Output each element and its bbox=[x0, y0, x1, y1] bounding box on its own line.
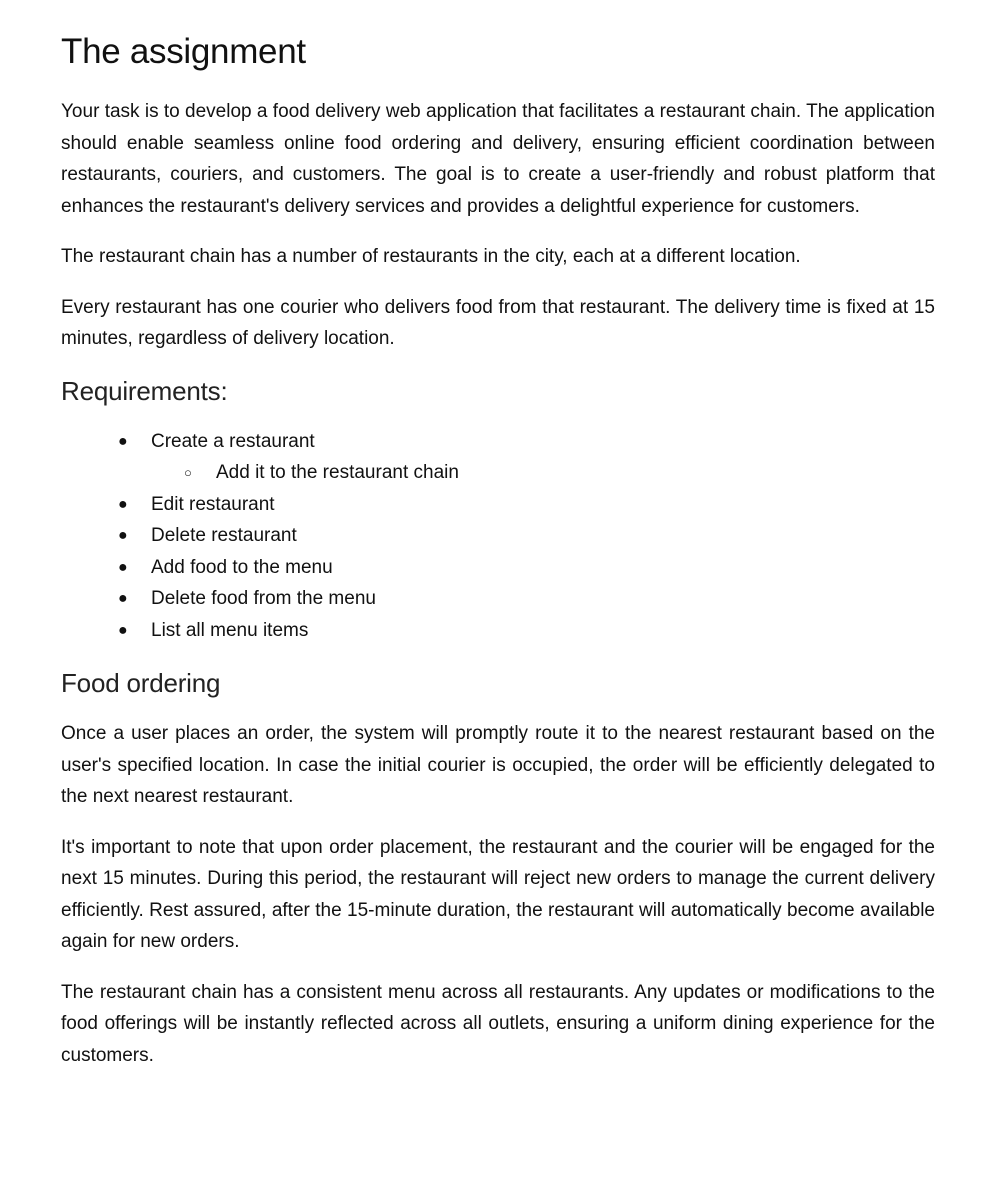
bullet-icon: ● bbox=[118, 495, 128, 513]
bullet-icon: ● bbox=[118, 621, 128, 639]
list-item bbox=[61, 615, 935, 647]
bullet-icon: ● bbox=[118, 527, 128, 544]
intro-paragraph: Every restaurant has one courier who delivers food from that restaurant. The delivery time is fixed at 15 minutes, regardless of delivery location. bbox=[61, 296, 935, 349]
list-item-text: Create a restaurant bbox=[151, 430, 315, 452]
food-ordering-paragraph: The restaurant chain has a consistent menu across all restaurants. Any updates or modifications to the food offerings will be instantly reflected across all outlets, ensuring a uniform dining experience for the customers. bbox=[61, 981, 935, 1066]
list-item bbox=[61, 583, 935, 615]
hollow-bullet-icon: ○ bbox=[184, 465, 192, 480]
food-ordering-paragraph: Once a user places an order, the system will promptly route it to the nearest restaurant based on the user's specified location. In case the initial courier is occupied, the order will be efficiently delegated to the next nearest restaurant. bbox=[61, 723, 935, 807]
food-ordering-heading: Food ordering bbox=[61, 668, 221, 698]
list-item-text: List all menu items bbox=[151, 619, 309, 641]
list-item bbox=[61, 489, 935, 521]
list-item-text: Add it to the restaurant chain bbox=[216, 462, 459, 483]
sub-list-item bbox=[61, 457, 935, 489]
list-item-text: Delete restaurant bbox=[151, 525, 297, 546]
list-item-text: Delete food from the menu bbox=[151, 588, 376, 609]
intro-paragraph: The restaurant chain has a number of restaurants in the city, each at a different location. bbox=[61, 246, 801, 267]
bullet-icon: ● bbox=[118, 432, 128, 450]
page-title: The assignment bbox=[61, 32, 306, 71]
list-item bbox=[61, 520, 935, 552]
list-item-text: Edit restaurant bbox=[151, 493, 275, 515]
food-ordering-paragraph: It's important to note that upon order placement, the restaurant and the courier will be engaged for the next 15 minutes. During this period, the restaurant will reject new orders to manage the current delivery efficiently. Rest assured, after the 15-minute duration, the restaurant will automatically become available again for new orders. bbox=[61, 836, 935, 952]
intro-paragraph: Your task is to develop a food delivery web application that facilitates a restaurant chain. The application should enable seamless online food ordering and delivery, ensuring efficient coordination between restaurants, couriers, and customers. The goal is to create a user-friendly and robust platform that enhances the restaurant's delivery services and provides a delightful experience for customers. bbox=[61, 101, 935, 217]
list-item-text: Add food to the menu bbox=[151, 556, 333, 578]
list-item bbox=[61, 426, 935, 458]
requirements-list bbox=[61, 426, 935, 647]
bullet-icon: ● bbox=[118, 590, 128, 607]
bullet-icon: ● bbox=[118, 558, 128, 576]
list-item bbox=[61, 552, 935, 584]
requirements-heading: Requirements: bbox=[61, 375, 228, 406]
